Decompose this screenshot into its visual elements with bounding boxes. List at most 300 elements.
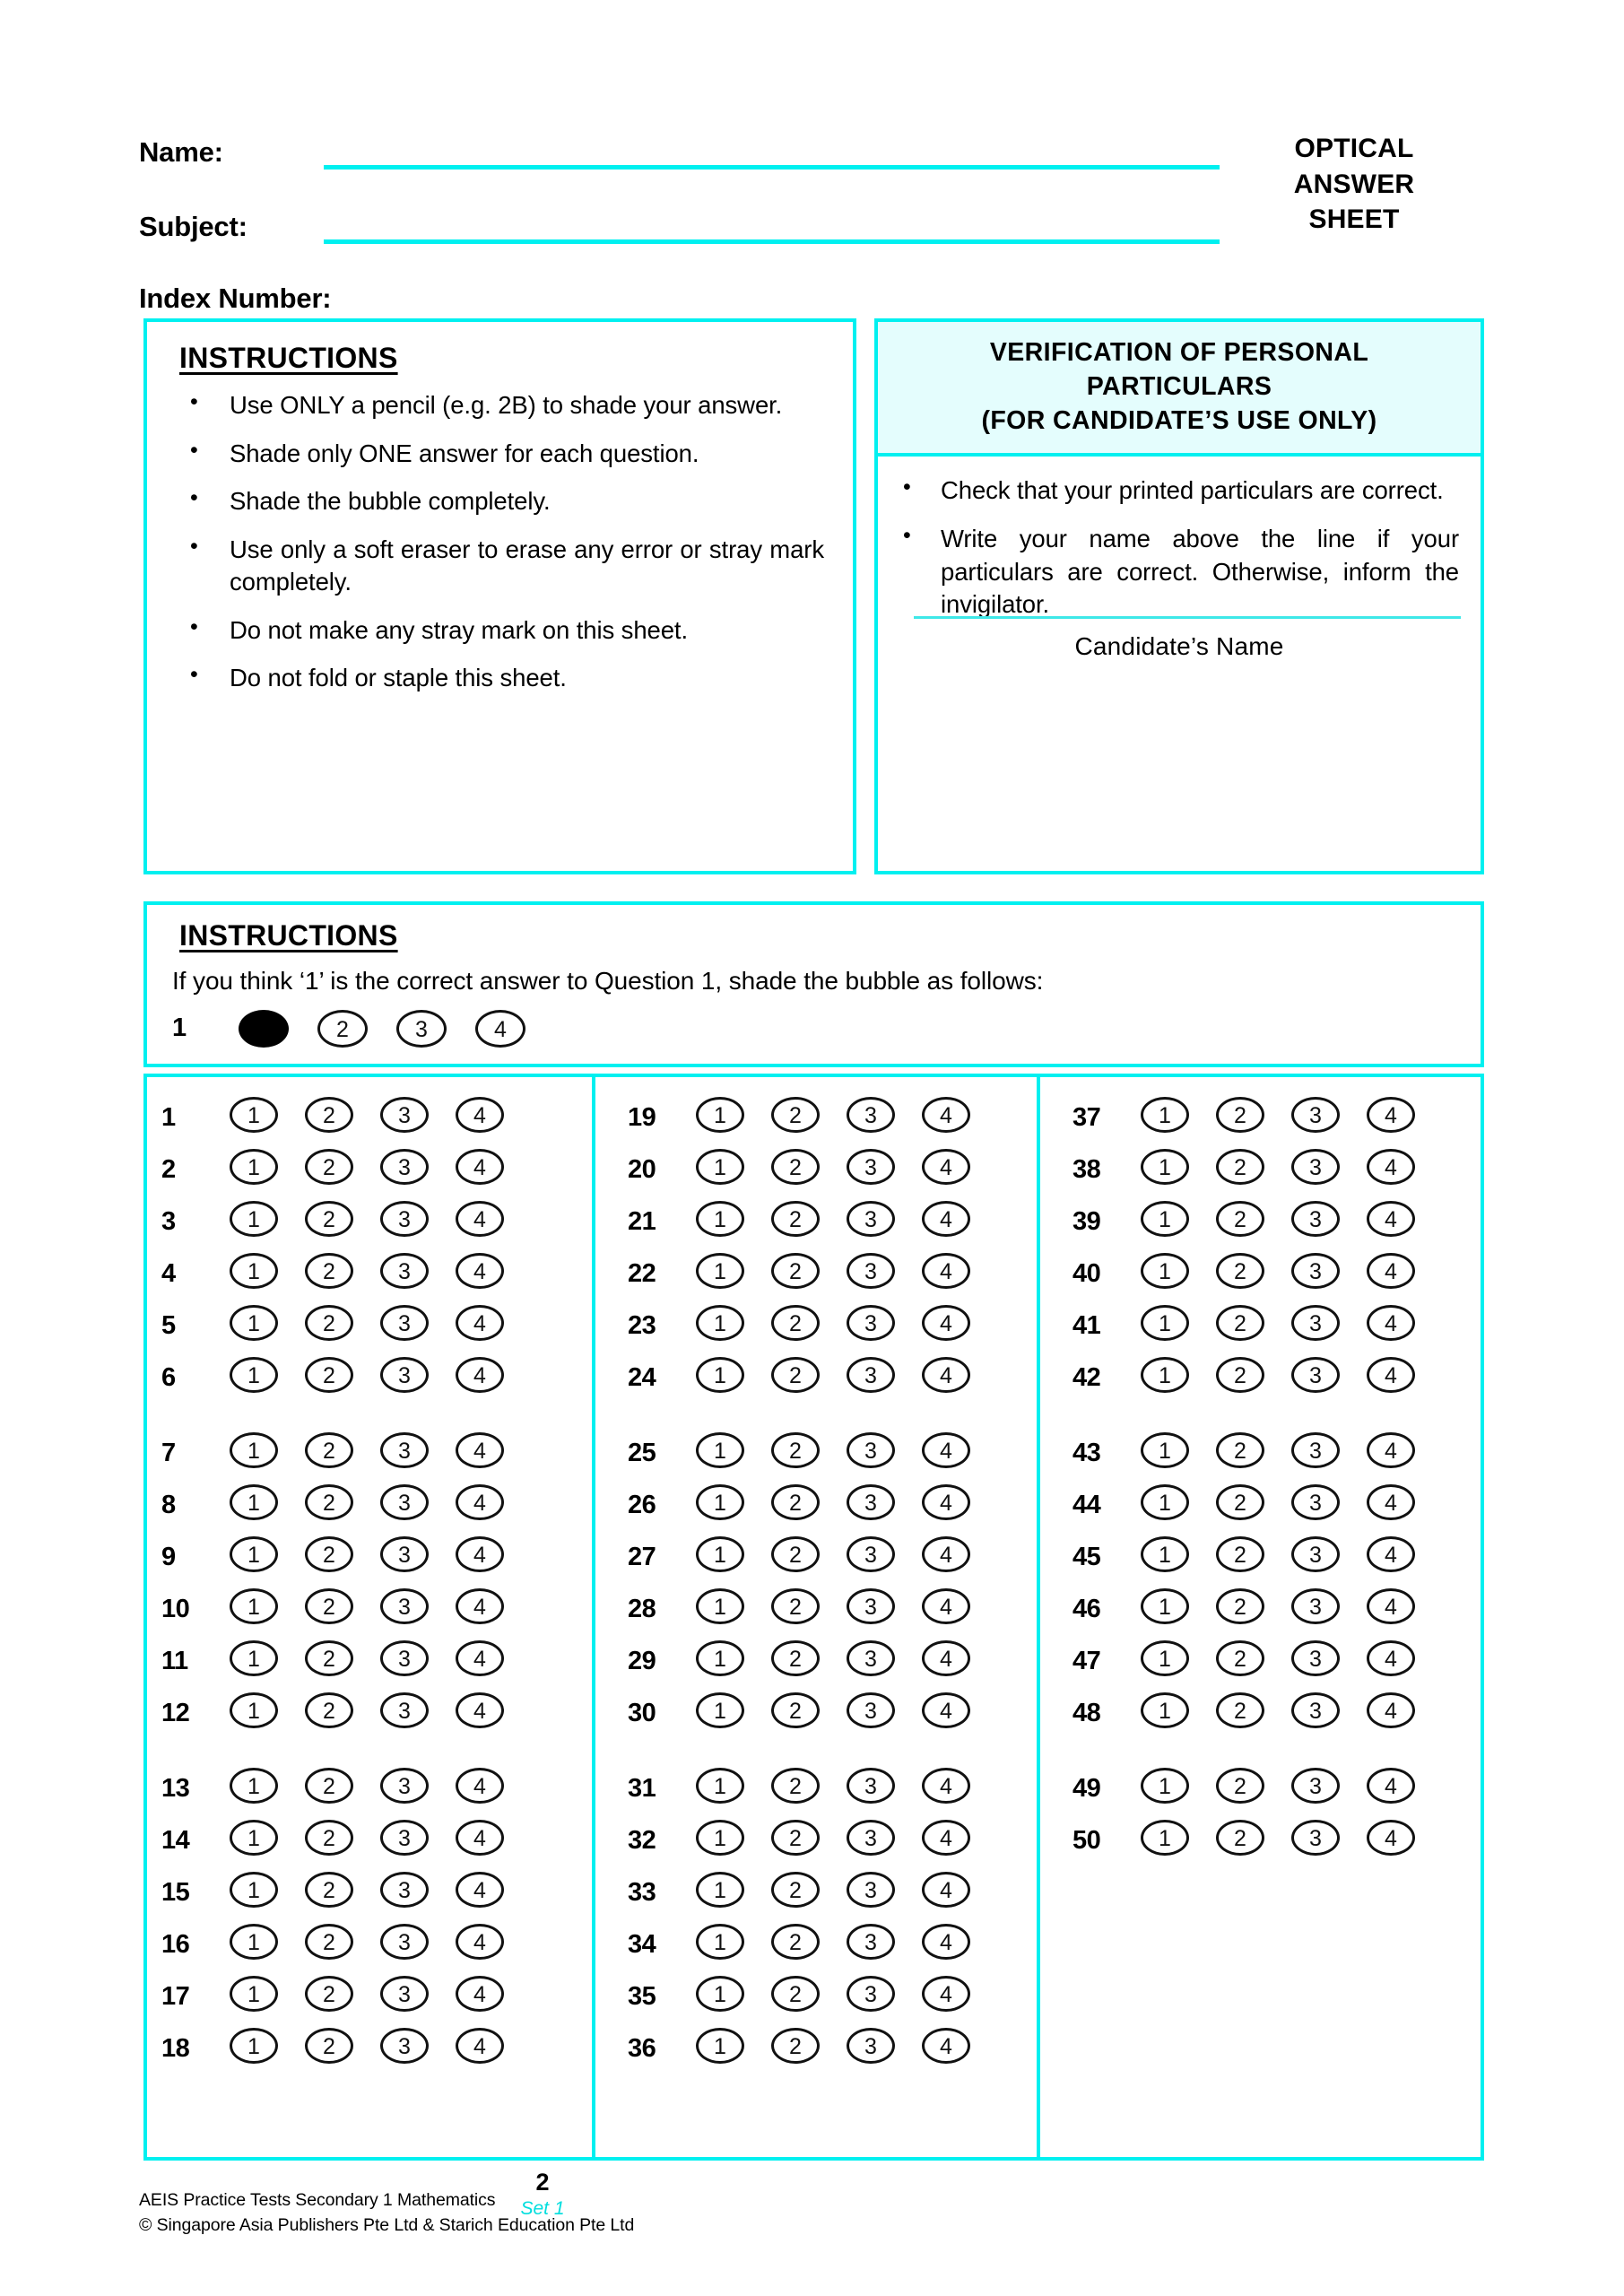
- question-number: 33: [628, 1878, 656, 1907]
- answer-bubble[interactable]: 4: [456, 1640, 504, 1676]
- answer-bubble[interactable]: 2: [771, 1149, 820, 1185]
- footer-title-line: AEIS Practice Tests Secondary 1 Mathematics: [139, 2190, 496, 2210]
- answer-bubble[interactable]: 1: [230, 1976, 278, 2012]
- answer-bubble[interactable]: 1: [1141, 1097, 1189, 1133]
- answer-bubble[interactable]: 4: [1367, 1305, 1415, 1341]
- answer-bubble[interactable]: 4: [1367, 1097, 1415, 1133]
- answer-bubble[interactable]: 3: [380, 2028, 429, 2064]
- answer-bubble[interactable]: 3: [847, 1097, 895, 1133]
- subject-field-row: [139, 211, 1394, 252]
- index-number-label: Index Number:: [139, 283, 332, 314]
- answer-row: [628, 1249, 1037, 1301]
- answer-bubble[interactable]: 4: [922, 1588, 970, 1624]
- answer-bubble[interactable]: 4: [456, 1820, 504, 1856]
- list-item: • Check that your printed particulars are correct.: [887, 474, 1464, 508]
- answer-bubble[interactable]: 1: [1141, 1588, 1189, 1624]
- answer-bubble[interactable]: 4: [922, 1640, 970, 1676]
- answer-bubble[interactable]: 3: [380, 1924, 429, 1960]
- answer-bubble[interactable]: 1: [696, 1820, 744, 1856]
- answer-bubble[interactable]: 2: [305, 1432, 353, 1468]
- answer-bubble[interactable]: 2: [771, 1097, 820, 1133]
- answer-bubble[interactable]: 3: [847, 1536, 895, 1572]
- answer-bubble[interactable]: 4: [922, 1692, 970, 1728]
- answer-bubble[interactable]: 1: [230, 1536, 278, 1572]
- answer-bubble[interactable]: 2: [771, 1357, 820, 1393]
- answer-bubble[interactable]: 3: [1291, 1536, 1340, 1572]
- question-number: 25: [628, 1439, 656, 1467]
- list-item: • Do not make any stray mark on this sheet.: [170, 614, 829, 648]
- answer-bubble[interactable]: 4: [922, 2028, 970, 2064]
- answer-bubble[interactable]: 4: [475, 1010, 525, 1048]
- answer-bubble-group: [230, 1097, 504, 1133]
- answer-bubble[interactable]: 2: [1216, 1357, 1264, 1393]
- answer-bubble[interactable]: 1: [696, 1536, 744, 1572]
- question-number: 36: [628, 2034, 656, 2063]
- question-number: 19: [628, 1103, 656, 1132]
- answer-bubble[interactable]: 2: [1216, 1820, 1264, 1856]
- answer-bubble[interactable]: 1: [696, 1357, 744, 1393]
- sheet-title-line-1: OPTICAL: [1294, 134, 1414, 163]
- answer-bubble[interactable]: 1: [230, 1253, 278, 1289]
- answer-bubble[interactable]: 1: [1141, 1484, 1189, 1520]
- answer-bubble[interactable]: 2: [305, 1692, 353, 1728]
- list-item: • Shade only ONE answer for each question.: [170, 438, 829, 471]
- answer-bubble[interactable]: 4: [922, 1149, 970, 1185]
- answer-bubble-group: [230, 1872, 504, 1908]
- answer-bubble[interactable]: 4: [456, 1924, 504, 1960]
- answer-bubble[interactable]: 2: [305, 1768, 353, 1804]
- answer-bubble[interactable]: 4: [1367, 1432, 1415, 1468]
- answer-bubble[interactable]: 2: [771, 1484, 820, 1520]
- answer-bubble[interactable]: 1: [1141, 1201, 1189, 1237]
- question-number: 20: [628, 1155, 656, 1184]
- answer-bubble[interactable]: 3: [1291, 1149, 1340, 1185]
- question-number: 31: [628, 1774, 656, 1803]
- answer-grid-column-3: [1037, 1077, 1481, 2157]
- answer-bubble-group: [1141, 1097, 1415, 1133]
- answer-bubble[interactable]: 3: [847, 1305, 895, 1341]
- question-number: 47: [1073, 1647, 1101, 1675]
- answer-bubble[interactable]: 1: [1141, 1149, 1189, 1185]
- answer-bubble[interactable]: 4: [922, 1976, 970, 2012]
- answer-row: [628, 1689, 1037, 1741]
- answer-bubble[interactable]: 1: [230, 1640, 278, 1676]
- answer-bubble[interactable]: 1: [230, 1872, 278, 1908]
- answer-bubble[interactable]: 4: [922, 1484, 970, 1520]
- answer-bubble[interactable]: 3: [1291, 1305, 1340, 1341]
- answer-bubble[interactable]: 4: [1367, 1768, 1415, 1804]
- answer-bubble[interactable]: 3: [847, 1924, 895, 1960]
- answer-bubble[interactable]: 3: [1291, 1201, 1340, 1237]
- answer-bubble[interactable]: 2: [771, 1872, 820, 1908]
- answer-bubble[interactable]: 2: [1216, 1588, 1264, 1624]
- answer-bubble[interactable]: 2: [771, 1820, 820, 1856]
- answer-bubble[interactable]: 2: [1216, 1201, 1264, 1237]
- answer-bubble[interactable]: 2: [771, 1692, 820, 1728]
- answer-bubble-group: [230, 1201, 504, 1237]
- answer-bubble[interactable]: 2: [305, 1305, 353, 1341]
- answer-bubble[interactable]: 3: [380, 1201, 429, 1237]
- answer-row: [1073, 1429, 1481, 1481]
- answer-bubble[interactable]: 2: [317, 1010, 368, 1048]
- answer-row: [628, 1585, 1037, 1637]
- answer-bubble[interactable]: 3: [380, 1536, 429, 1572]
- answer-bubble[interactable]: 1: [230, 1484, 278, 1520]
- question-number: 44: [1073, 1491, 1101, 1519]
- answer-bubble[interactable]: 2: [1216, 1097, 1264, 1133]
- question-number: 27: [628, 1543, 656, 1571]
- answer-bubble[interactable]: 4: [922, 1432, 970, 1468]
- answer-bubble[interactable]: 3: [1291, 1820, 1340, 1856]
- answer-bubble[interactable]: 3: [380, 1692, 429, 1728]
- answer-bubble[interactable]: 2: [1216, 1432, 1264, 1468]
- answer-bubble-group: [1141, 1305, 1415, 1341]
- candidate-name-write-line[interactable]: [914, 616, 1461, 619]
- answer-bubble[interactable]: 4: [922, 1357, 970, 1393]
- answer-bubble[interactable]: 1: [1141, 1432, 1189, 1468]
- answer-bubble[interactable]: 2: [305, 1588, 353, 1624]
- answer-bubble[interactable]: 4: [456, 1305, 504, 1341]
- answer-bubble[interactable]: 2: [305, 1149, 353, 1185]
- answer-bubble[interactable]: 4: [922, 1097, 970, 1133]
- answer-bubble[interactable]: 2: [771, 1588, 820, 1624]
- answer-bubble[interactable]: 2: [305, 1640, 353, 1676]
- answer-bubble-group: [696, 1536, 970, 1572]
- answer-bubble-group: [1141, 1201, 1415, 1237]
- answer-bubble[interactable]: 4: [456, 1357, 504, 1393]
- answer-bubble[interactable]: 1: [230, 2028, 278, 2064]
- answer-bubble[interactable]: 1: [1141, 1820, 1189, 1856]
- answer-bubble[interactable]: 3: [847, 1149, 895, 1185]
- answer-bubble-group: [230, 1768, 504, 1804]
- answer-bubble[interactable]: 2: [305, 1872, 353, 1908]
- answer-bubble[interactable]: 3: [847, 1820, 895, 1856]
- answer-bubble[interactable]: 3: [847, 1201, 895, 1237]
- answer-bubble[interactable]: 4: [456, 1692, 504, 1728]
- answer-row: [161, 1585, 592, 1637]
- answer-bubble-group: [1141, 1536, 1415, 1572]
- answer-bubble[interactable]: 4: [1367, 1692, 1415, 1728]
- answer-bubble[interactable]: 1: [230, 1149, 278, 1185]
- answer-bubble[interactable]: 2: [771, 1924, 820, 1960]
- answer-bubble[interactable]: 4: [1367, 1640, 1415, 1676]
- answer-row: [1073, 1533, 1481, 1585]
- answer-bubble-group: [696, 1305, 970, 1341]
- answer-bubble[interactable]: 1: [230, 1432, 278, 1468]
- answer-bubble[interactable]: 4: [1367, 1357, 1415, 1393]
- answer-bubble-group: [1141, 1484, 1415, 1520]
- answer-bubble-group: [1141, 1149, 1415, 1185]
- subject-label: Subject:: [139, 211, 248, 242]
- answer-bubble[interactable]: 2: [771, 1201, 820, 1237]
- answer-bubble[interactable]: 1: [696, 1149, 744, 1185]
- answer-bubble[interactable]: 2: [1216, 1536, 1264, 1572]
- answer-row: [161, 1093, 592, 1145]
- answer-bubble[interactable]: 3: [1291, 1588, 1340, 1624]
- answer-bubble[interactable]: 3: [1291, 1640, 1340, 1676]
- answer-bubble[interactable]: 1: [696, 1872, 744, 1908]
- answer-bubble[interactable]: 4: [456, 1872, 504, 1908]
- answer-bubble[interactable]: 2: [771, 1640, 820, 1676]
- answer-bubble[interactable]: 1: [1141, 1640, 1189, 1676]
- answer-bubble[interactable]: 3: [380, 1149, 429, 1185]
- answer-bubble[interactable]: 3: [1291, 1432, 1340, 1468]
- instructions-title: INSTRUCTIONS: [179, 342, 398, 374]
- answer-bubble[interactable]: 1: [696, 1640, 744, 1676]
- answer-row: [1073, 1481, 1481, 1533]
- answer-bubble[interactable]: 3: [380, 1253, 429, 1289]
- answer-bubble-group: [1141, 1640, 1415, 1676]
- answer-bubble[interactable]: 3: [1291, 1484, 1340, 1520]
- answer-bubble[interactable]: 1: [696, 1768, 744, 1804]
- answer-bubble[interactable]: 2: [305, 1253, 353, 1289]
- question-number: 28: [628, 1595, 656, 1623]
- answer-bubble-group: [1141, 1820, 1415, 1856]
- answer-bubble[interactable]: 1: [696, 1201, 744, 1237]
- answer-bubble[interactable]: 4: [1367, 1588, 1415, 1624]
- example-bubble-group: [239, 1010, 554, 1048]
- answer-bubble[interactable]: 3: [380, 1588, 429, 1624]
- question-number: 32: [628, 1826, 656, 1855]
- answer-bubble[interactable]: 1: [230, 1924, 278, 1960]
- list-item: • Write your name above the line if your particulars are correct. Otherwise, inform the invigilator.: [887, 523, 1464, 622]
- answer-bubble[interactable]: 3: [380, 1305, 429, 1341]
- answer-bubble[interactable]: 2: [771, 1768, 820, 1804]
- answer-bubble[interactable]: 3: [380, 1768, 429, 1804]
- answer-bubble[interactable]: 4: [456, 1768, 504, 1804]
- name-write-line[interactable]: [324, 165, 1220, 170]
- answer-bubble[interactable]: 2: [771, 2028, 820, 2064]
- answer-bubble-group: [696, 1432, 970, 1468]
- answer-bubble[interactable]: 1: [1141, 1253, 1189, 1289]
- answer-row: [161, 1816, 592, 1868]
- answer-bubble[interactable]: 2: [305, 1536, 353, 1572]
- answer-bubble[interactable]: 4: [1367, 1149, 1415, 1185]
- answer-bubble-group: [230, 1588, 504, 1624]
- answer-bubble-group: [696, 1872, 970, 1908]
- answer-bubble[interactable]: 3: [847, 1872, 895, 1908]
- answer-bubble[interactable]: 4: [456, 1149, 504, 1185]
- verification-title-line-3: (FOR CANDIDATE’S USE ONLY): [981, 405, 1377, 435]
- question-number: 1: [161, 1103, 176, 1132]
- answer-bubble[interactable]: 1: [230, 1692, 278, 1728]
- answer-row: [161, 1972, 592, 2024]
- answer-bubble-group: [696, 2028, 970, 2064]
- answer-bubble[interactable]: 1: [1141, 1692, 1189, 1728]
- answer-bubble[interactable]: 4: [1367, 1253, 1415, 1289]
- answer-bubble[interactable]: 4: [922, 1253, 970, 1289]
- question-number: 34: [628, 1930, 656, 1959]
- answer-bubble-group: [696, 1692, 970, 1728]
- answer-bubble[interactable]: 2: [1216, 1768, 1264, 1804]
- answer-bubble[interactable]: 1: [1141, 1357, 1189, 1393]
- answer-row: [161, 1481, 592, 1533]
- answer-bubble[interactable]: 1: [696, 1432, 744, 1468]
- answer-bubble-group: [696, 1253, 970, 1289]
- question-number: 50: [1073, 1826, 1101, 1855]
- sheet-header: [139, 117, 1484, 314]
- answer-bubble[interactable]: 3: [380, 1976, 429, 2012]
- answer-bubble-group: [230, 2028, 504, 2064]
- answer-bubble-group: [696, 1484, 970, 1520]
- answer-row: [161, 2024, 592, 2076]
- question-number: 39: [1073, 1207, 1101, 1236]
- answer-bubble[interactable]: 1: [696, 1692, 744, 1728]
- question-number: 5: [161, 1311, 176, 1340]
- answer-bubble[interactable]: 4: [456, 2028, 504, 2064]
- answer-bubble[interactable]: 3: [847, 1484, 895, 1520]
- answer-bubble[interactable]: 2: [1216, 1305, 1264, 1341]
- answer-bubble[interactable]: 1: [230, 1201, 278, 1237]
- answer-bubble[interactable]: 1: [230, 1588, 278, 1624]
- answer-bubble[interactable]: 3: [1291, 1097, 1340, 1133]
- answer-bubble[interactable]: 2: [1216, 1149, 1264, 1185]
- answer-bubble-group: [230, 1976, 504, 2012]
- answer-bubble[interactable]: 1: [1141, 1768, 1189, 1804]
- answer-row: [628, 2024, 1037, 2076]
- list-item: • Do not fold or staple this sheet.: [170, 662, 829, 695]
- answer-bubble[interactable]: 2: [771, 1976, 820, 2012]
- answer-bubble[interactable]: 4: [456, 1588, 504, 1624]
- answer-bubble[interactable]: 3: [380, 1872, 429, 1908]
- answer-bubble-group: [696, 1357, 970, 1393]
- question-number: 40: [1073, 1259, 1101, 1288]
- answer-bubble[interactable]: 4: [922, 1872, 970, 1908]
- answer-bubble[interactable]: 4: [922, 1924, 970, 1960]
- subject-write-line[interactable]: [324, 239, 1220, 244]
- answer-bubble-group: [696, 1201, 970, 1237]
- answer-bubble-grid: [143, 1074, 1484, 2161]
- answer-bubble[interactable]: 1: [696, 1588, 744, 1624]
- answer-row: [161, 1429, 592, 1481]
- answer-bubble[interactable]: 2: [305, 1924, 353, 1960]
- answer-bubble[interactable]: 3: [396, 1010, 447, 1048]
- sheet-title-line-3: SHEET: [1308, 204, 1400, 235]
- answer-bubble[interactable]: 3: [847, 1432, 895, 1468]
- answer-bubble[interactable]: 2: [771, 1536, 820, 1572]
- answer-bubble[interactable]: 2: [305, 1201, 353, 1237]
- answer-bubble[interactable]: 1: [696, 1097, 744, 1133]
- answer-bubble[interactable]: 1: [230, 1305, 278, 1341]
- answer-bubble[interactable]: 2: [1216, 1692, 1264, 1728]
- answer-bubble[interactable]: 4: [456, 1097, 504, 1133]
- answer-row: [628, 1533, 1037, 1585]
- answer-row: [1073, 1093, 1481, 1145]
- answer-bubble[interactable]: 3: [847, 1640, 895, 1676]
- answer-bubble[interactable]: [239, 1010, 289, 1048]
- answer-bubble[interactable]: 1: [230, 1768, 278, 1804]
- answer-bubble[interactable]: 1: [230, 1357, 278, 1393]
- answer-bubble[interactable]: 4: [922, 1305, 970, 1341]
- answer-bubble[interactable]: 2: [305, 1357, 353, 1393]
- answer-bubble-group: [230, 1149, 504, 1185]
- answer-bubble[interactable]: 4: [1367, 1820, 1415, 1856]
- answer-bubble[interactable]: 1: [696, 1253, 744, 1289]
- answer-bubble[interactable]: 3: [380, 1432, 429, 1468]
- answer-bubble[interactable]: 2: [305, 1097, 353, 1133]
- answer-bubble[interactable]: 1: [696, 2028, 744, 2064]
- answer-bubble[interactable]: 1: [696, 1305, 744, 1341]
- answer-row: [1073, 1816, 1481, 1868]
- answer-bubble[interactable]: 4: [922, 1820, 970, 1856]
- instructions-list: [170, 389, 829, 695]
- answer-bubble[interactable]: 2: [771, 1432, 820, 1468]
- answer-bubble[interactable]: 2: [771, 1305, 820, 1341]
- answer-bubble[interactable]: 1: [696, 1976, 744, 2012]
- answer-bubble[interactable]: 3: [380, 1820, 429, 1856]
- answer-bubble[interactable]: 3: [847, 1357, 895, 1393]
- answer-bubble[interactable]: 3: [847, 1692, 895, 1728]
- answer-bubble[interactable]: 1: [1141, 1305, 1189, 1341]
- answer-row: [628, 1197, 1037, 1249]
- answer-bubble[interactable]: 3: [380, 1484, 429, 1520]
- answer-bubble[interactable]: 4: [456, 1536, 504, 1572]
- answer-bubble[interactable]: 2: [1216, 1484, 1264, 1520]
- answer-bubble[interactable]: 4: [922, 1536, 970, 1572]
- answer-bubble[interactable]: 1: [230, 1820, 278, 1856]
- answer-bubble[interactable]: 4: [456, 1201, 504, 1237]
- answer-bubble[interactable]: 4: [456, 1484, 504, 1520]
- answer-bubble[interactable]: 3: [1291, 1253, 1340, 1289]
- answer-bubble[interactable]: 3: [847, 1976, 895, 2012]
- answer-bubble[interactable]: 4: [922, 1768, 970, 1804]
- answer-bubble[interactable]: 4: [1367, 1201, 1415, 1237]
- answer-bubble[interactable]: 3: [1291, 1768, 1340, 1804]
- question-number: 17: [161, 1982, 190, 2011]
- answer-bubble[interactable]: 3: [847, 2028, 895, 2064]
- answer-bubble[interactable]: 3: [847, 1253, 895, 1289]
- answer-bubble[interactable]: 1: [696, 1924, 744, 1960]
- answer-bubble[interactable]: 3: [847, 1588, 895, 1624]
- question-number: 38: [1073, 1155, 1101, 1184]
- answer-bubble[interactable]: 4: [1367, 1484, 1415, 1520]
- answer-bubble[interactable]: 3: [380, 1357, 429, 1393]
- answer-bubble[interactable]: 4: [1367, 1536, 1415, 1572]
- example-title: INSTRUCTIONS: [179, 919, 398, 952]
- answer-bubble[interactable]: 1: [230, 1097, 278, 1133]
- answer-bubble[interactable]: 3: [380, 1097, 429, 1133]
- question-number: 4: [161, 1259, 176, 1288]
- answer-bubble[interactable]: 3: [380, 1640, 429, 1676]
- question-number: 49: [1073, 1774, 1101, 1803]
- footer-page-info: [139, 2169, 1484, 2220]
- answer-bubble[interactable]: 2: [1216, 1253, 1264, 1289]
- answer-bubble-group: [696, 1768, 970, 1804]
- answer-bubble[interactable]: 3: [1291, 1357, 1340, 1393]
- answer-bubble[interactable]: 2: [305, 1976, 353, 2012]
- answer-row: [161, 1145, 592, 1197]
- answer-bubble[interactable]: 4: [922, 1201, 970, 1237]
- answer-bubble[interactable]: 2: [305, 1820, 353, 1856]
- answer-bubble[interactable]: 2: [1216, 1640, 1264, 1676]
- answer-bubble[interactable]: 2: [305, 2028, 353, 2064]
- answer-bubble[interactable]: 1: [1141, 1536, 1189, 1572]
- answer-bubble[interactable]: 2: [305, 1484, 353, 1520]
- answer-row: [161, 1868, 592, 1920]
- answer-bubble[interactable]: 3: [847, 1768, 895, 1804]
- answer-bubble[interactable]: 2: [771, 1253, 820, 1289]
- answer-bubble[interactable]: 4: [456, 1976, 504, 2012]
- answer-bubble-group: [230, 1536, 504, 1572]
- answer-bubble[interactable]: 3: [1291, 1692, 1340, 1728]
- answer-bubble[interactable]: 1: [696, 1484, 744, 1520]
- answer-bubble[interactable]: 4: [456, 1253, 504, 1289]
- answer-row: [1073, 1197, 1481, 1249]
- answer-grid-columns: [147, 1077, 1481, 2157]
- question-number: 48: [1073, 1699, 1101, 1727]
- question-number: 15: [161, 1878, 190, 1907]
- answer-bubble[interactable]: 4: [456, 1432, 504, 1468]
